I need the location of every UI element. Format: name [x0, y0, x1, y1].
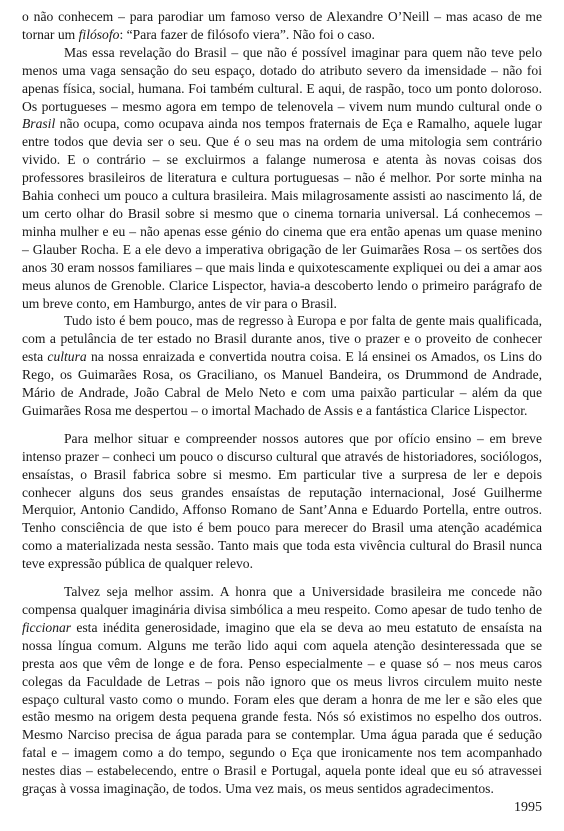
- paragraph-1: [22, 8, 542, 44]
- text-run: Talvez seja melhor assim. A honra que a Universidade brasileira me concede não compensa qualquer imaginária divisa simbólica a meu respeito. Como apesar de tudo tenho de: [22, 584, 542, 617]
- italic-text: Brasil: [22, 116, 56, 132]
- text-run: na nossa enraizada e convertida noutra coisa. E lá ensinei os Amados, os Lins do Rego, os Guimarães Rosa, os Graciliano, os Manuel Bandeira, os Drummond de Andrade, Mário de Andrade, João Cabral de Melo Neto e com uma paixão particular – além da que Guimarães Rosa me despertou – o imortal Machado de Assis e a fantástica Clarice Lispector.: [22, 349, 542, 418]
- text-body: [22, 8, 542, 798]
- paragraph-4: [22, 430, 542, 573]
- text-run: não ocupa, como ocupava ainda nos tempos fraternais de Eça e Ramalho, aquele lugar entre todos que devia ser o seu. Que é o seu mas na ordem de uma mitologia sem contrário vivido. E o contrário – se excluirmos a falange numerosa e atenta às novas coisas dos professores brasileiros de literatura e cultura portuguesas – não é melhor. Por sorte minha na Bahia conheci um pouco a cultura brasileira. Mais milagrosamente assisti ao nascimento lá, de um certo olhar do Brasil sobre si mesmo que o cinema tornaria universal. Lá conhecemos – minha mulher e eu – não apenas esse génio do cinema que era então apenas um quase menino – Glauber Rocha. E a ele devo a imperativa obrigação de ler Guimarães Rosa – os sertões dos anos 30 eram nossos familiares – que mais linda e quixotescamente expliquei ou dei a amar aos meus alunos de Grenoble. Clarice Lispector, havia-a descoberto lendo o primeiro parágrafo de um breve conto, em Hamburgo, antes de vir para o Brasil.: [22, 116, 542, 311]
- text-run: Para melhor situar e compreender nossos autores que por ofício ensino – em breve intenso prazer – conheci um pouco o discurso cultural que através de historiadores, sociólogos, ensaístas, o Brasil fabrica sobre si mesmo. Em particular tive a surpresa de ler e depois conhecer alguns dos seus grandes ensaístas de reputação internacional, José Guilherme Merquior, Antonio Candido, Affonso Romano de Sant’Anna e Eduardo Portella, entre outros. Tenho consciência de que isto é bem pouco para merecer do Brasil uma atenção académica como a materializada nesta sessão. Tanto mais que toda esta vivência cultural do Brasil nunca teve expressão pública de qualquer relevo.: [22, 430, 542, 572]
- text-run: Mas essa revelação do Brasil – que não é possível imaginar para quem não teve pelo menos uma vaga sensação do seu espaço, dotado do atributo severo da imensidade – não foi apenas física, social, humana. Foi também cultural. E aqui, de raspão, toco um ponto doloroso. Os portugueses – mesmo agora em tempo de telenovela – vivem num mundo cultural onde o: [22, 44, 542, 114]
- italic-text: filósofo: [78, 26, 120, 42]
- page-number: 1995: [514, 800, 542, 815]
- text-run: esta inédita generosidade, imagino que ela se deva ao meu estatuto de ensaísta na nossa língua comum. Alguns me terão lido aqui com aquela atenção desinteressada que se presta aos que vêm de longe e de fora. Penso especialmente – e quase só – nos meus caros colegas da Faculdade de Letras – pois não ignoro que os meus livros circulem muito neste espaço cultural vasto como o mundo. Foram eles que deram a honra de me ler e são eles que estão mesmo na origem desta pequena grande festa. Nós só existimos no espelho dos outros. Mesmo Narciso precisa de água parada para se contemplar. Uma água parada que é sedução fatal e – imagem como a do tempo, segundo o Eça que ironicamente nos tem acompanhado nestes dias – estabelecendo, entre o Brasil e Portugal, aquela ponte ideal que eu só atravessei graças à vossa imaginação, de todos. Uma vez mais, os meus sentidos agradecimentos.: [22, 619, 542, 797]
- paragraph-5: [22, 583, 542, 798]
- text-run: : “Para fazer de filósofo viera”. Não foi o caso.: [119, 26, 375, 42]
- paragraph-3: [22, 312, 542, 419]
- text-run: o não conhecem – para parodiar um famoso verso de Alexandre O’Neill – mas acaso de me tornar um: [22, 9, 542, 42]
- text-run: Tudo isto é bem pouco, mas de regresso à Europa e por falta de gente mais qualificada, com a petulância de ter estado no Brasil durante anos, tive o prazer e o proveito de conhecer esta: [22, 313, 542, 365]
- italic-text: cultura: [47, 349, 87, 365]
- italic-text: ficcionar: [22, 619, 72, 635]
- paragraph-2: [22, 44, 542, 313]
